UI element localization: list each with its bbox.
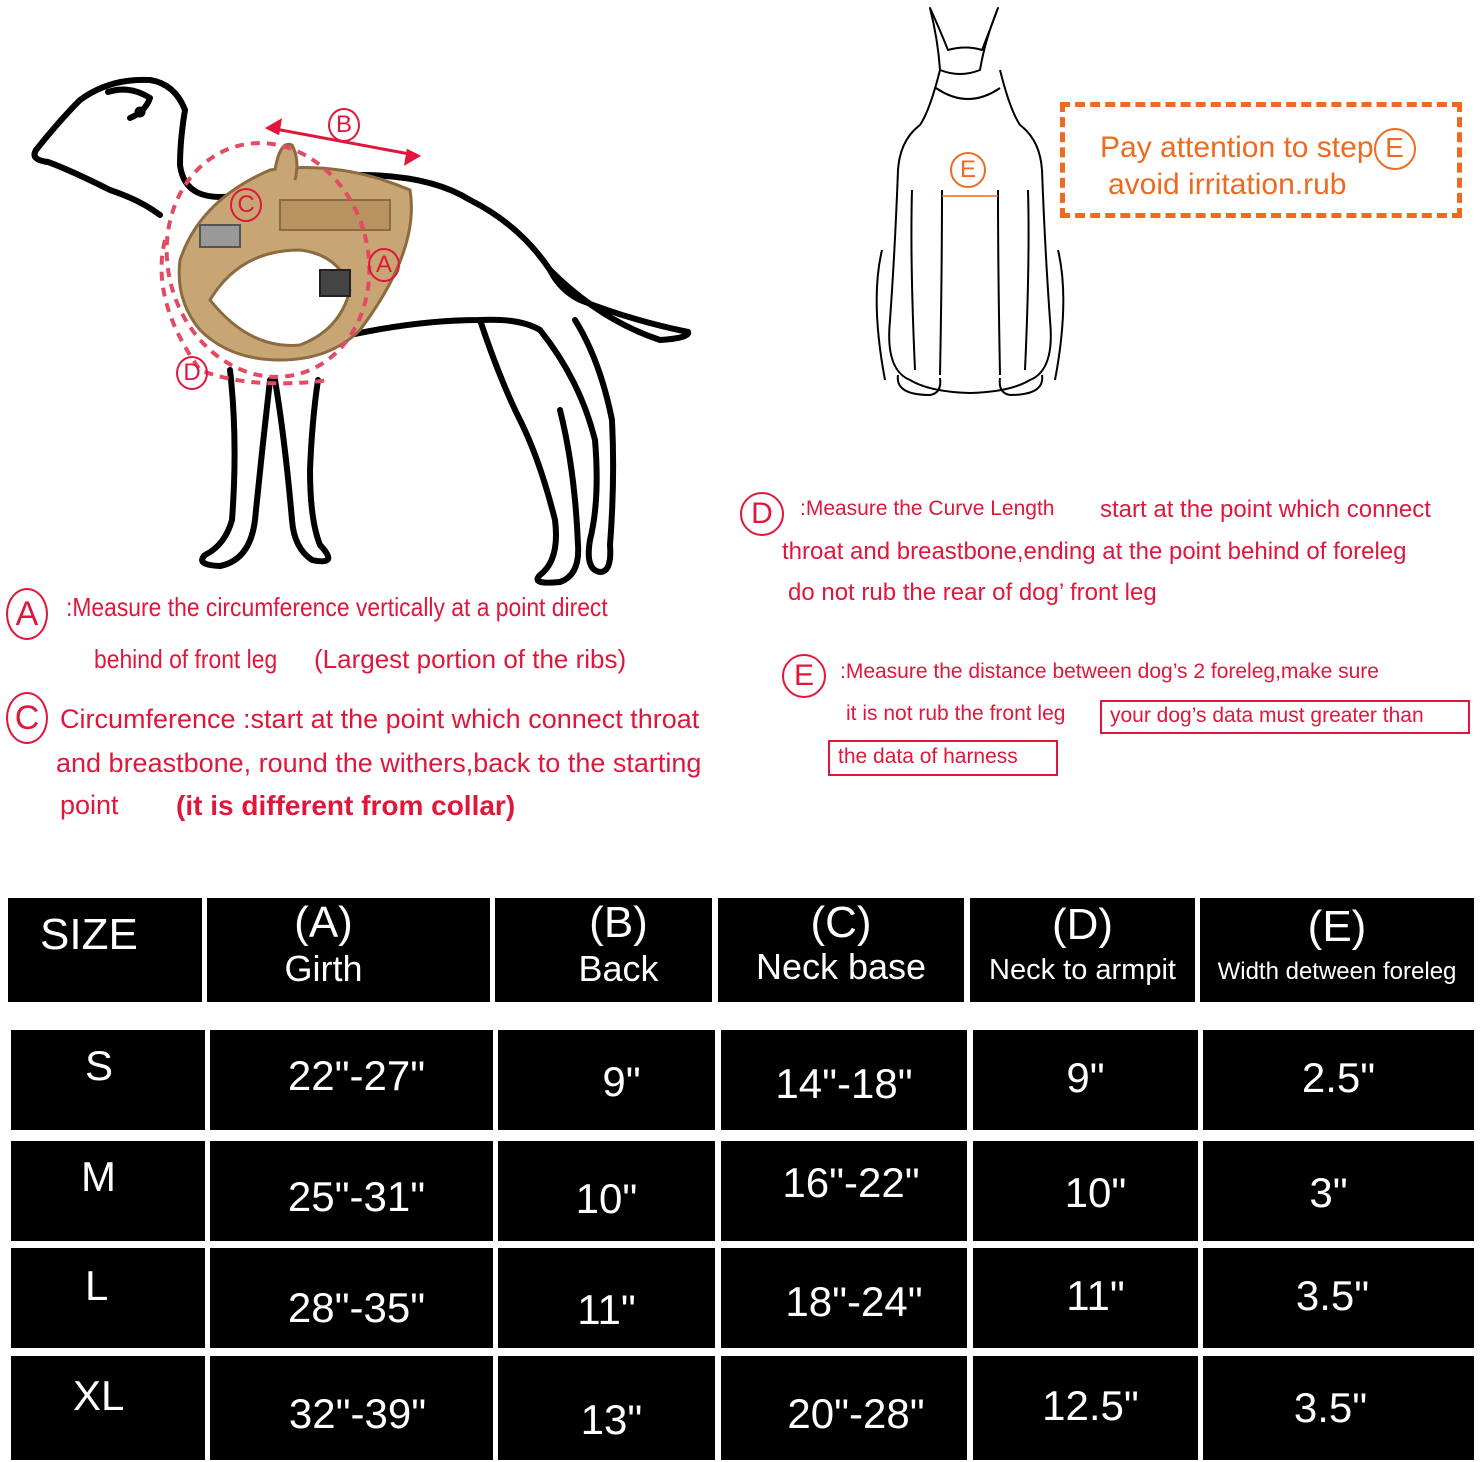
row-m-neck-base-value: 16"-22" xyxy=(782,1159,920,1206)
header-width-foreleg-label: Width detween foreleg xyxy=(1217,958,1457,985)
row-m-neck-base xyxy=(721,1141,967,1241)
note-a-line-1: :Measure the circumference vertically at a point direct xyxy=(66,592,608,622)
row-m-neck-armpit xyxy=(973,1141,1198,1241)
row-xl-neck-base xyxy=(721,1356,967,1460)
label-d-circle: D xyxy=(176,356,208,390)
row-l-neck-armpit-value: 11" xyxy=(1066,1272,1125,1319)
row-m-back-value: 10" xyxy=(575,1175,638,1222)
row-s-back-value: 9" xyxy=(602,1058,641,1105)
note-d-line-3: do not rub the rear of dog’ front leg xyxy=(788,579,1157,606)
row-xl-neck-armpit xyxy=(973,1356,1198,1460)
row-xl-back-value: 13" xyxy=(580,1396,643,1443)
row-l-width-foreleg-value: 3.5" xyxy=(1295,1272,1370,1319)
row-xl-back xyxy=(498,1356,715,1460)
note-e-line-1: :Measure the distance between dog’s 2 foreleg,make sure xyxy=(840,660,1379,683)
note-c-line-2: and breastbone, round the withers,back to the starting xyxy=(56,748,702,778)
note-a-letter: A xyxy=(6,588,48,640)
header-girth-label: Girth xyxy=(284,948,363,989)
row-xl-neck-base-value: 20"-28" xyxy=(787,1390,925,1437)
row-xl-width-foreleg xyxy=(1203,1356,1474,1460)
row-m-width-foreleg-value: 3" xyxy=(1309,1169,1348,1216)
row-xl-girth xyxy=(210,1356,493,1460)
row-l-neck-base xyxy=(721,1248,967,1348)
row-l-girth xyxy=(210,1248,493,1348)
header-neck-to-armpit-letter: (D) xyxy=(1051,900,1114,949)
header-neck-base-letter: (C) xyxy=(810,898,872,947)
note-d-letter: D xyxy=(740,492,784,536)
sitting-dog-illustration xyxy=(870,0,1070,410)
row-s-width-foreleg-value: 2.5" xyxy=(1301,1054,1376,1101)
header-neck-base-label: Neck base xyxy=(755,946,927,987)
note-a-front-leg: behind of front leg xyxy=(94,644,278,674)
row-l-girth-value: 28"-35" xyxy=(287,1284,426,1331)
note-c-line-3a: point xyxy=(60,790,119,820)
note-e-letter: E xyxy=(782,654,826,698)
row-s-neck-armpit xyxy=(973,1030,1198,1130)
row-s-size-label: S xyxy=(85,1042,114,1089)
row-l-width-foreleg xyxy=(1203,1248,1474,1348)
note-a-line-2 xyxy=(94,644,627,675)
row-s-girth-value: 22"-27" xyxy=(287,1052,426,1099)
note-d-line-1b: start at the point which connect xyxy=(1100,496,1431,523)
row-l-size-label: L xyxy=(85,1262,109,1309)
label-a-circle: A xyxy=(368,248,400,282)
row-s-size xyxy=(11,1030,205,1130)
row-xl-size xyxy=(11,1356,205,1460)
row-l-size xyxy=(11,1248,205,1348)
row-m-size xyxy=(11,1141,205,1241)
row-xl-neck-armpit-value: 12.5" xyxy=(1042,1382,1139,1429)
note-c-line-3b: (it is different from collar) xyxy=(176,790,516,821)
row-m-size-label: M xyxy=(81,1153,116,1200)
row-m-back xyxy=(498,1141,715,1241)
row-xl-width-foreleg-value: 3.5" xyxy=(1293,1384,1368,1431)
attention-text: Pay attention to step xyxy=(1100,130,1374,164)
attention-line-2: avoid irritation.rub xyxy=(1108,168,1347,201)
header-width-foreleg-letter: (E) xyxy=(1307,902,1367,951)
row-l-neck-base-value: 18"-24" xyxy=(785,1278,923,1325)
label-b-circle: B xyxy=(328,108,360,142)
row-l-back xyxy=(498,1248,715,1348)
header-neck-to-armpit xyxy=(970,898,1195,1002)
row-xl-girth-value: 32"-39" xyxy=(288,1390,427,1437)
header-back-letter: (B) xyxy=(589,898,648,947)
note-c-letter: C xyxy=(6,692,48,744)
attention-step-circle: E xyxy=(1374,128,1416,170)
row-l-back-value: 11" xyxy=(577,1286,636,1333)
header-girth-letter: (A) xyxy=(294,898,353,947)
attention-line-1 xyxy=(1100,128,1416,170)
header-width-foreleg xyxy=(1200,898,1474,1002)
standing-dog-illustration xyxy=(0,0,720,600)
header-back-label: Back xyxy=(578,948,659,989)
note-d-line-1a: :Measure the Curve Length xyxy=(800,497,1055,520)
row-l-neck-armpit xyxy=(973,1248,1198,1348)
label-e-circle: E xyxy=(950,152,986,188)
header-neck-base xyxy=(718,898,964,1002)
note-c-line-1: Circumference :start at the point which connect throat xyxy=(60,704,700,734)
row-xl-size-label: XL xyxy=(73,1372,125,1419)
header-back xyxy=(495,898,712,1002)
note-a-ribs: (Largest portion of the ribs) xyxy=(314,644,627,674)
header-girth xyxy=(207,898,490,1002)
label-c-circle: C xyxy=(230,188,262,222)
header-neck-to-armpit-label: Neck to armpit xyxy=(989,954,1176,986)
header-size-label: SIZE xyxy=(40,910,138,959)
row-s-neck-base xyxy=(721,1030,967,1130)
row-m-neck-armpit-value: 10" xyxy=(1064,1169,1127,1216)
note-e-line-3: the data of harness xyxy=(828,740,1058,776)
note-e-line-2a: it is not rub the front leg xyxy=(846,702,1066,725)
row-m-girth xyxy=(210,1141,493,1241)
row-m-width-foreleg xyxy=(1203,1141,1474,1241)
row-s-neck-armpit-value: 9" xyxy=(1066,1054,1105,1101)
row-s-neck-base-value: 14"-18" xyxy=(775,1060,913,1107)
row-m-girth-value: 25"-31" xyxy=(287,1173,426,1220)
row-s-width-foreleg xyxy=(1203,1030,1474,1130)
note-d-line-2: throat and breastbone,ending at the point behind of foreleg xyxy=(782,538,1407,565)
note-e-line-2b: your dog’s data must greater than xyxy=(1100,700,1470,734)
row-s-back xyxy=(498,1030,715,1130)
row-s-girth xyxy=(210,1030,493,1130)
